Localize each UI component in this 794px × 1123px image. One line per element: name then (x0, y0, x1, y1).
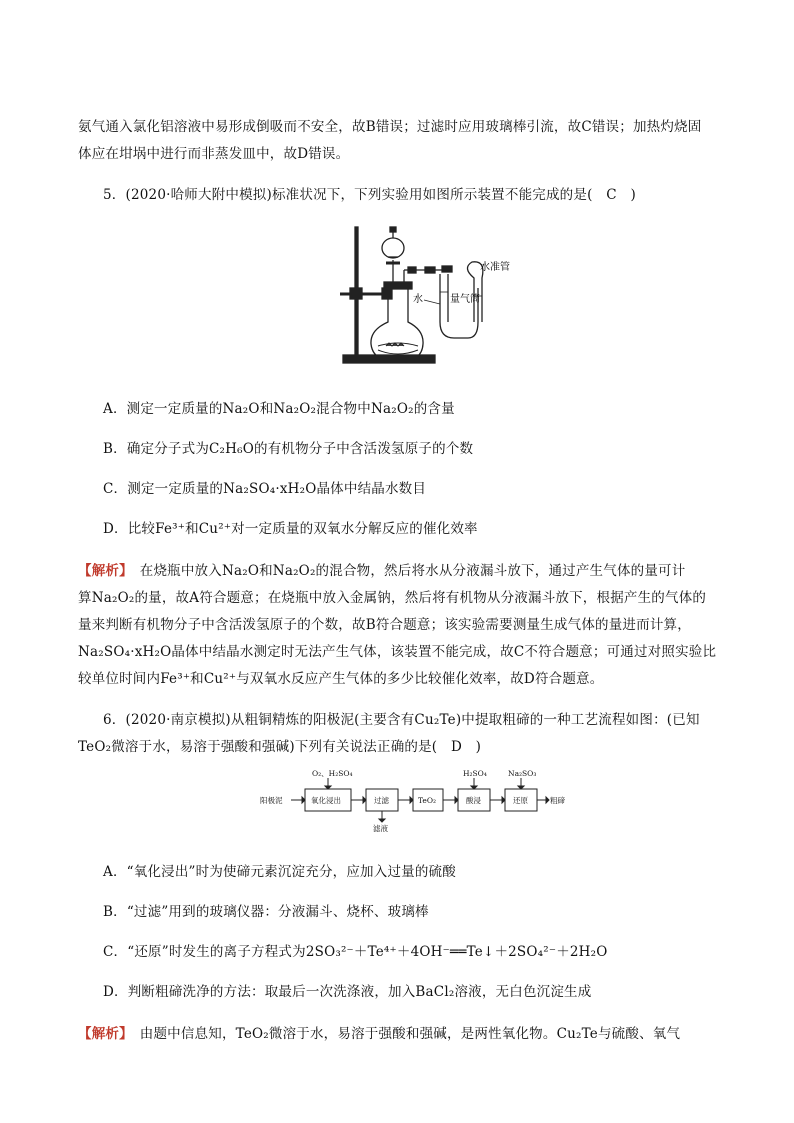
q5-apparatus-figure (322, 222, 510, 368)
flow-label-teo2: TeO₂ (418, 796, 437, 805)
flow-filtrate: 滤液 (373, 824, 388, 833)
flow-reagent-3: Na₂SO₃ (508, 769, 537, 778)
flow-start: 阳极泥 (260, 796, 283, 805)
q6-option-a: A．“氧化浸出”时为使碲元素沉淀充分，应加入过量的硫酸 (103, 864, 456, 880)
q6-option-c: C．“还原”时发生的离子方程式为2SO₃²⁻＋Te⁴⁺＋4OH⁻══Te↓＋2SO₄²⁻＋2H₂O (103, 944, 608, 960)
flow-reagent-1: O₂、H₂SO₄ (312, 769, 353, 778)
q5-label-level-tube: 水准管 (480, 262, 510, 273)
q6-option-d: D．判断粗碲洗净的方法：取最后一次洗涤液，加入BaCl₂溶液，无白色沉淀生成 (103, 984, 592, 1000)
q5-stem: 5．(2020·哈师大附中模拟)标准状况下，下列实验用如图所示装置不能完成的是( C ) (103, 187, 636, 203)
flow-label-oxidation: 氧化浸出 (311, 796, 341, 805)
intro-line-1: 氨气通入氯化铝溶液中易形成倒吸而不安全，故B错误；过滤时应用玻璃棒引流，故C错误；加热灼烧固 (78, 119, 702, 135)
q5-analysis-line-5: 较单位时间内Fe³⁺和Cu²⁺与双氧水反应产生气体的多少比较催化效率，故D符合题意。 (78, 671, 604, 687)
q6-stem-line-2: TeO₂微溶于水，易溶于强酸和强碱)下列有关说法正确的是( D ) (78, 739, 482, 755)
flow-label-reduction: 还原 (513, 796, 528, 805)
q5-option-a: A．测定一定质量的Na₂O和Na₂O₂混合物中Na₂O₂的含量 (103, 401, 455, 417)
q5-analysis-line-3: 量来判断有机物分子中含活泼氢原子的个数，故B符合题意；该实验需要测量生成气体的量进而计算， (78, 617, 691, 633)
q5-option-d: D．比较Fe³⁺和Cu²⁺对一定质量的双氧水分解反应的催化效率 (103, 521, 478, 537)
q5-analysis-line-4: Na₂SO₄·xH₂O晶体中结晶水测定时无法产生气体，该装置不能完成，故C不符合题意；可通过对照实验比 (78, 644, 717, 660)
q6-analysis-tag: 【解析】 (78, 1026, 127, 1042)
q6-flowchart (258, 770, 568, 842)
flow-reagent-2: H₂SO₄ (463, 769, 487, 778)
q5-analysis-line-1: 【解析】 在烧瓶中放入Na₂O和Na₂O₂的混合物，然后将水从分液漏斗放下，通过产生气体的量可计 (78, 563, 686, 579)
flow-end: 粗碲 (550, 796, 565, 805)
q5-option-b: B．确定分子式为C₂H₆O的有机物分子中含活泼氢原子的个数 (103, 441, 474, 457)
q6-analysis-line-1: 【解析】 由题中信息知，TeO₂微溶于水，易溶于强酸和强碱，是两性氧化物。Cu₂Te与硫酸、氧气 (78, 1026, 681, 1042)
q5-label-gas-tube: 量气筒 (450, 294, 480, 305)
q5-label-water: 水 (413, 294, 423, 305)
q5-analysis-line-2: 算Na₂O₂的量，故A符合题意；在烧瓶中放入金属钠，然后将有机物从分液漏斗放下，根据产生的气体的 (78, 590, 707, 606)
intro-line-2: 体应在坩埚中进行而非蒸发皿中，故D错误。 (78, 146, 350, 162)
flow-label-filter: 过滤 (374, 796, 389, 805)
flow-label-acid-leach: 酸浸 (466, 796, 481, 805)
q5-analysis-tag: 【解析】 (78, 563, 127, 579)
q5-option-c: C．测定一定质量的Na₂SO₄·xH₂O晶体中结晶水数目 (103, 481, 427, 497)
q6-stem-line-1: 6．(2020·南京模拟)从粗铜精炼的阳极泥(主要含有Cu₂Te)中提取粗碲的一种工艺流程如图：(已知 (103, 712, 700, 728)
q6-option-b: B．“过滤”用到的玻璃仪器：分液漏斗、烧杯、玻璃棒 (103, 904, 429, 920)
